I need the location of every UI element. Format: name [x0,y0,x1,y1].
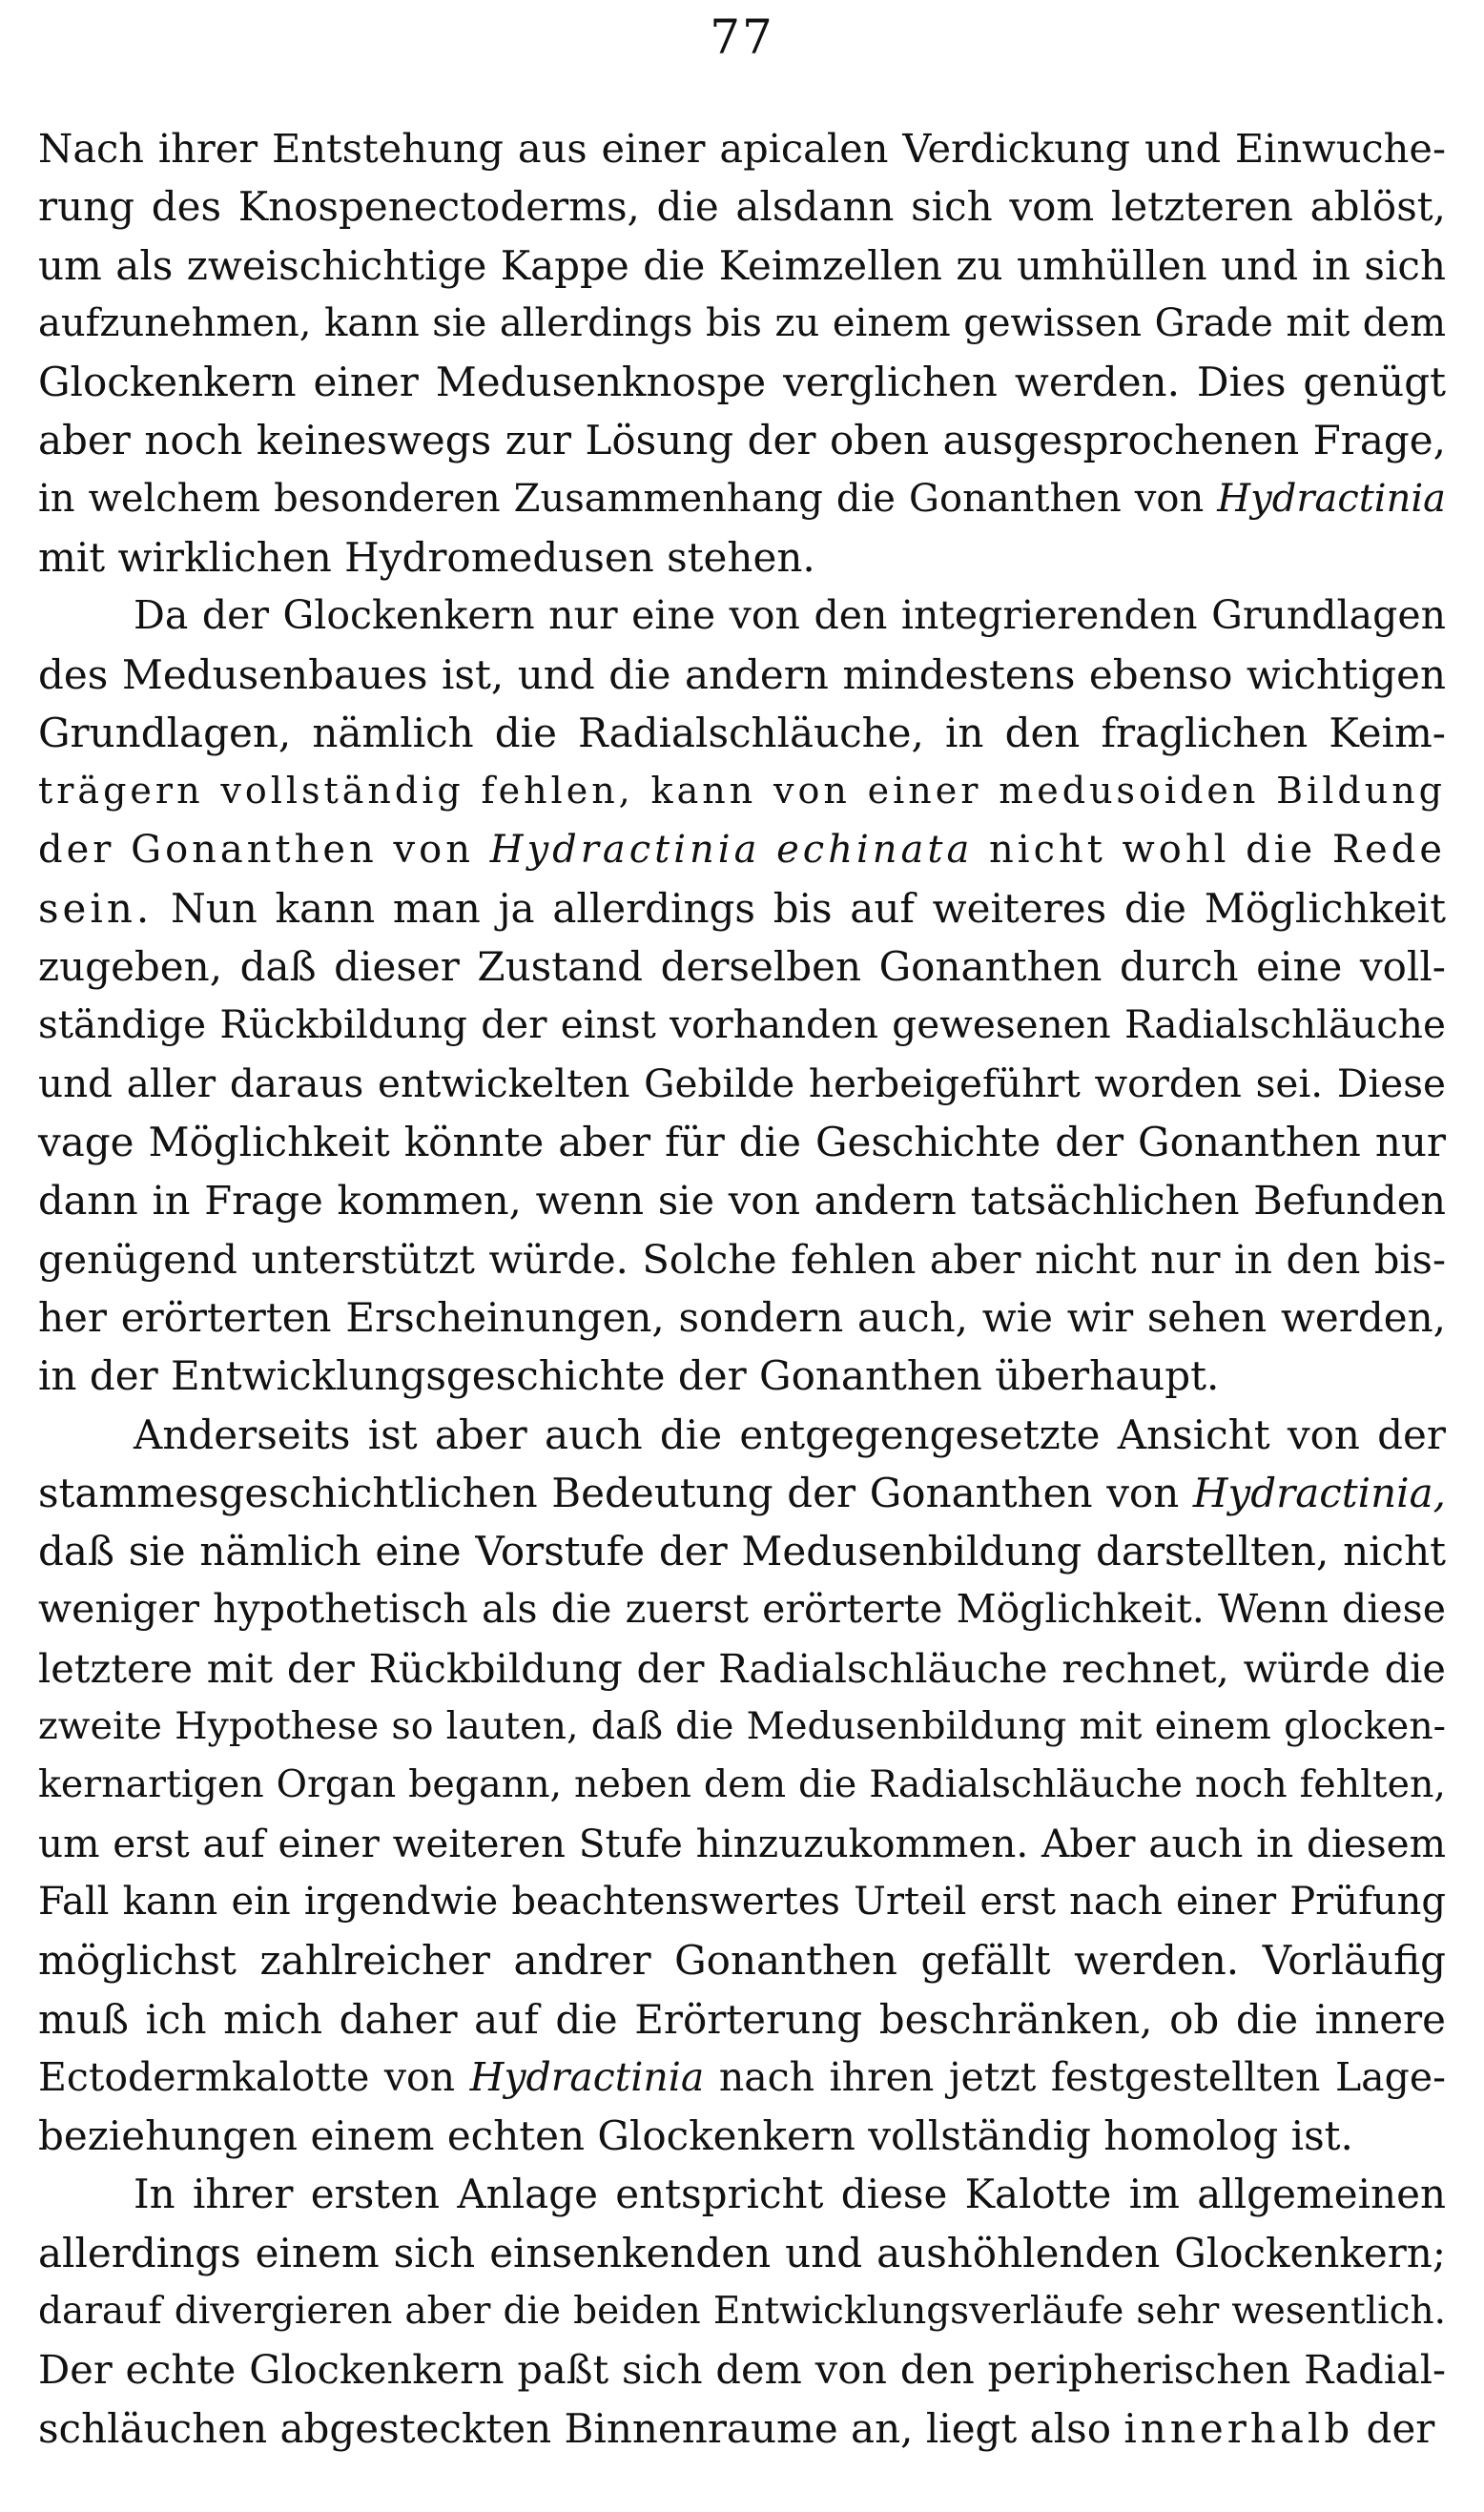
text-segment: her erörterten Erscheinungen, sondern auch, wie wir sehen werden, [38,1293,1446,1341]
text-segment: Da der Glockenkern nur eine von den integrierenden Grundlagen [134,592,1446,639]
text-line [38,1698,1446,1756]
text-segment: In ihrer ersten Anlage entspricht diese Kalotte im allgemeinen [134,2171,1446,2218]
text-line [38,2282,1446,2340]
text-segment: Nun kann man ja allerdings bis auf weiteres die Möglichkeit [153,884,1446,932]
text-line [38,587,1446,645]
page-number: 77 [710,10,774,65]
text-line [38,1873,1446,1931]
text-segment: möglichst zahlreicher andrer Gonanthen gefällt werden. Vorläufig [38,1937,1446,1985]
text-segment: Anderseits ist aber auch die entgegengesetzte Ansicht von der [134,1410,1446,1458]
paragraph [38,119,1446,587]
text-segment: um als zweischichtige Kappe die Keimzellen zu umhüllen und in sich [38,241,1446,289]
text-segment: trägern vollständig fehlen, kann von einer medusoiden Bildung [38,770,1446,813]
text-segment: Ectodermkalotte von [38,2053,470,2100]
text-segment: sein. [38,884,154,932]
text-segment: kernartigen Organ begann, neben dem die Radialschläuche noch fehlten, [38,1762,1446,1807]
text-line [38,2107,1446,2165]
text-line [38,879,1446,937]
text-line [38,119,1446,177]
text-segment: Glockenkern einer Medusenknospe verglichen werden. Dies genügt [38,359,1446,406]
text-line [38,646,1446,704]
text-segment: genügend unterstützt würde. Solche fehlen aber nicht nur in den bis- [38,1235,1446,1283]
text-line [38,1815,1446,1873]
italic-text: Hydractinia [469,2053,705,2100]
text-segment: vage Möglichkeit könnte aber für die Geschichte der Gonanthen nur [38,1119,1446,1166]
text-segment: Grundlagen, nämlich die Radialschläuche, in den fraglichen Keim- [38,709,1446,756]
text-line [38,1171,1446,1229]
text-line [38,528,1446,587]
italic-text: Hydractinia [1217,476,1446,521]
body-text [38,119,1446,2458]
text-line [38,1756,1446,1814]
text-line [38,411,1446,469]
text-line [38,295,1446,353]
text-segment: nicht wohl die Rede [973,827,1446,872]
text-segment: rung des Knospenectoderms, die alsdann sich vom letzteren ablöst, [38,183,1446,231]
text-segment: weniger hypothetisch als die zuerst erörterte Möglichkeit. Wenn diese [38,1586,1446,1633]
text-line [38,1522,1446,1580]
text-segment: aber noch keineswegs zur Lösung der oben ausgesprochenen Frage, [38,417,1446,464]
text-line [38,996,1446,1054]
text-segment: allerdings einem sich einsenkenden und aushöhlenden Glockenkern; [38,2229,1446,2276]
paragraph [38,1406,1446,2166]
text-line [38,937,1446,996]
paragraph [38,2165,1446,2457]
text-line [38,762,1446,820]
text-segment: Fall kann ein irgendwie beachtenswertes Urteil erst nach einer Prüfung [38,1879,1446,1924]
text-segment: ständige Rückbildung der einst vorhanden gewesenen Radialschläuche [38,1001,1446,1048]
text-segment: in welchem besonderen Zusammenhang die Gonanthen von [38,476,1218,521]
italic-text: Hydractinia, [1192,1469,1446,1516]
text-line [38,1288,1446,1347]
text-segment: um erst auf einer weiteren Stufe hinzuzukommen. Aber auch in diesem [38,1820,1446,1866]
text-segment: letztere mit der Rückbildung der Radialschläuche rechnet, würde die [38,1644,1446,1692]
document-page [38,0,1446,2512]
text-line [38,2340,1446,2399]
text-line [38,1230,1446,1288]
text-segment: in der Entwicklungsgeschichte der Gonanthen überhaupt. [38,1352,1220,1400]
text-line [38,821,1446,879]
text-segment: mit wirklichen Hydromedusen stehen. [38,534,815,582]
text-segment: des Medusenbaues ist, und die andern mindestens ebenso wichtigen [38,650,1446,698]
text-segment: daß sie nämlich eine Vorstufe der Medusenbildung darstellten, nicht [38,1528,1446,1575]
text-segment: beziehungen einem echten Glockenkern vollständig homolog ist. [38,2112,1353,2160]
text-segment: innerhalb [1123,2404,1354,2452]
text-line [38,1990,1446,2049]
text-segment: zugeben, daß dieser Zustand derselben Gonanthen durch eine voll- [38,943,1446,991]
text-line [38,1347,1446,1405]
text-segment: nach ihren jetzt festgestellten Lage- [704,2053,1446,2100]
text-line [38,704,1446,762]
text-line [38,1580,1446,1638]
italic-text: Hydractinia echinata [489,827,974,872]
text-line [38,470,1446,528]
text-segment: muß ich mich daher auf die Erörterung beschränken, ob die innere [38,1995,1446,2043]
text-segment: darauf divergieren aber die beiden Entwicklungsverläufe sehr wesentlich. [38,2289,1446,2333]
text-segment: schläuchen abgesteckten Binnenraume an, liegt also [38,2404,1124,2452]
text-line [38,1113,1446,1171]
text-segment: der Gonanthen von [38,827,490,872]
text-line [38,237,1446,295]
text-line [38,1464,1446,1522]
text-line [38,353,1446,411]
text-segment: zweite Hypothese so lauten, daß die Medusenbildung mit einem glocken- [38,1704,1446,1749]
text-line [38,1055,1446,1113]
text-segment: aufzunehmen, kann sie allerdings bis zu einem gewissen Grade mit dem [38,300,1446,345]
text-line [38,2399,1446,2458]
text-segment: Nach ihrer Entstehung aus einer apicalen Verdickung und Einwuche- [38,125,1446,172]
text-line [38,1406,1446,1464]
text-line [38,2049,1446,2107]
text-segment: dann in Frage kommen, wenn sie von andern tatsächlichen Befunden [38,1177,1446,1225]
text-segment: der [1353,2404,1435,2452]
text-segment: stammesgeschichtlichen Bedeutung der Gonanthen von [38,1469,1193,1516]
text-line [38,2165,1446,2223]
text-line [38,1639,1446,1698]
text-line [38,1931,1446,1989]
text-segment: Der echte Glockenkern paßt sich dem von den peripherischen Radial- [38,2346,1446,2394]
paragraph [38,587,1446,1405]
text-segment: und aller daraus entwickelten Gebilde herbeigeführt worden sei. Diese [38,1060,1446,1106]
text-line [38,177,1446,236]
text-line [38,2224,1446,2282]
